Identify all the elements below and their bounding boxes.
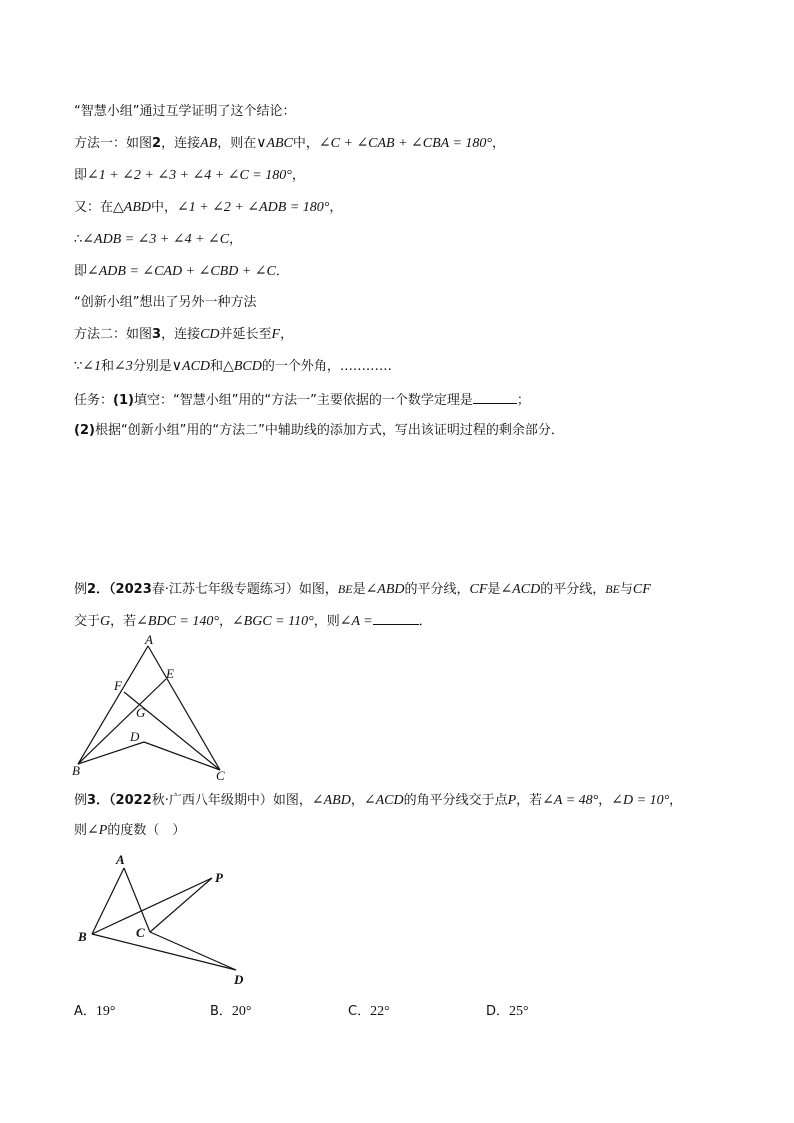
figure-number: 2: [152, 136, 162, 151]
item-number: (1): [113, 393, 134, 408]
text: ，则: [313, 614, 340, 629]
label-g: G: [136, 705, 146, 720]
text: 又：在: [74, 200, 114, 215]
proof-line-6: [74, 264, 289, 280]
text: 分别是: [132, 359, 172, 374]
math: F: [271, 327, 281, 342]
math: ∠ABD: [365, 582, 405, 597]
text: 方法一：如图: [74, 136, 153, 151]
text: ，连接: [161, 136, 201, 151]
label-a: A: [116, 852, 125, 867]
proof-line-5: [74, 232, 242, 248]
math: ∠3: [114, 359, 133, 374]
text: 即: [74, 264, 88, 279]
text: 任务：: [74, 393, 114, 408]
option-c[interactable]: [348, 1004, 390, 1020]
text: 是: [352, 582, 366, 597]
math: G: [100, 614, 111, 629]
text: 中，: [292, 136, 319, 151]
figure-number: 3: [152, 327, 162, 342]
text: ；: [516, 393, 530, 408]
example-2-line-2: [74, 612, 432, 630]
method-one-intro: [74, 104, 295, 120]
label-d: D: [130, 729, 140, 744]
text: ，连接: [161, 327, 201, 342]
example-3-line-2: [74, 823, 185, 839]
label-c: C: [136, 925, 145, 940]
text: ．: [418, 614, 432, 629]
option-letter: A．: [74, 1004, 96, 1019]
text: 例: [74, 582, 88, 597]
example-2-line-1: [74, 581, 651, 598]
text: ，: [329, 200, 343, 215]
text: 的平分线，: [404, 582, 470, 597]
text: 的一个外角，…………: [261, 359, 392, 374]
text: ．: [275, 264, 289, 279]
option-letter: C．: [348, 1004, 371, 1019]
math: ∠ACD: [500, 582, 541, 597]
option-letter: B．: [210, 1004, 232, 1019]
math: ∠ABD: [311, 793, 351, 808]
item-number: (2): [74, 423, 95, 438]
method-two-intro: [74, 295, 256, 311]
text: ，: [229, 232, 243, 247]
method-one-line: [74, 136, 505, 152]
segment-dc: [144, 742, 220, 770]
option-value: 25°: [509, 1004, 529, 1019]
text: 秋·广西八年级期中）如图，: [151, 793, 312, 808]
example-3-line-1: [74, 793, 682, 809]
text: ，若: [516, 793, 543, 808]
proof-line-4: [74, 200, 342, 216]
math: ∠A =: [339, 614, 373, 629]
math: △BCD: [223, 359, 262, 374]
math: CF: [469, 582, 488, 597]
segment-bd: [92, 934, 236, 970]
math: AB: [200, 136, 218, 151]
text: ，: [350, 793, 364, 808]
option-value: 19°: [95, 1004, 116, 1019]
task-1: [74, 391, 530, 409]
segment-ac: [124, 868, 150, 932]
text: 根据“创新小组”用的“方法二”中辅助线的添加方式，写出该证明过程的剩余部分．: [94, 423, 564, 438]
label-a: A: [145, 632, 153, 647]
text: ，则在: [217, 136, 257, 151]
math: ∠BGC = 110°: [231, 614, 314, 629]
math: ∠1: [82, 359, 102, 374]
text: 即: [74, 168, 88, 183]
math: BE: [337, 582, 353, 596]
text: ，: [291, 168, 305, 183]
text: 和: [101, 359, 115, 374]
bold-text: 2．（2023: [87, 582, 152, 597]
math: △ABD: [113, 200, 151, 215]
text: ，: [218, 614, 232, 629]
segment-ac: [148, 646, 220, 770]
text: 方法二：如图: [74, 327, 153, 342]
math: ∠BDC = 140°: [136, 614, 219, 629]
math: ∠1 + ∠2 + ∠3 + ∠4 + ∠C = 180°: [87, 168, 292, 183]
label-b: B: [72, 763, 80, 778]
label-b: B: [78, 929, 87, 944]
option-value: 22°: [370, 1004, 390, 1019]
math: ∠P: [87, 823, 108, 838]
math: BE: [605, 582, 620, 596]
method-two-line-2: [74, 359, 392, 375]
math: ∠C + ∠CAB + ∠CBA = 180°: [318, 136, 493, 151]
math: CD: [200, 327, 220, 342]
text: ，: [492, 136, 506, 151]
option-b[interactable]: [210, 1004, 252, 1020]
segment-ab: [92, 868, 124, 934]
text: 春·江苏七年级专题练习）如图，: [151, 582, 338, 597]
text: 的角平分线交于点: [403, 793, 508, 808]
bold-text: 3．（2022: [87, 793, 152, 808]
math: ∠D = 10°: [611, 793, 670, 808]
option-value: 20°: [231, 1004, 252, 1019]
example-2-figure: [64, 632, 244, 782]
segment-be: [78, 679, 166, 764]
label-f: F: [114, 678, 122, 693]
math: P: [507, 793, 517, 808]
text: 的度数（ ）: [107, 823, 186, 838]
label-c: C: [216, 768, 225, 782]
segment-bd: [78, 742, 144, 764]
text: ，: [669, 793, 683, 808]
segment-cp: [150, 878, 212, 932]
math: ∠ADB = ∠CAD + ∠CBD + ∠C: [87, 264, 276, 279]
text: 填空：“智慧小组”用的“方法一”主要依据的一个数学定理是: [133, 393, 473, 408]
answer-blank[interactable]: [373, 612, 419, 625]
math: ∨ACD: [171, 359, 211, 374]
text: 和: [210, 359, 224, 374]
segment-bp: [92, 878, 212, 934]
text: ，: [598, 793, 612, 808]
text: ，: [280, 327, 294, 342]
text: 与: [619, 582, 633, 597]
task-2: [74, 423, 564, 439]
text: “创新小组”想出了另外一种方法: [74, 295, 257, 310]
option-letter: D．: [486, 1004, 510, 1019]
math: ∠ACD: [363, 793, 404, 808]
text: 交于: [74, 614, 101, 629]
option-d[interactable]: [486, 1004, 529, 1020]
math: CF: [632, 582, 651, 597]
proof-line-3: [74, 168, 305, 184]
text: 的平分线，: [540, 582, 606, 597]
text: 则: [74, 823, 88, 838]
text: ∴: [74, 232, 83, 247]
example-3-figure: [70, 850, 260, 990]
math: ∨ABC: [256, 136, 293, 151]
math: ∠ADB = ∠3 + ∠4 + ∠C: [82, 232, 230, 247]
text: 是: [487, 582, 501, 597]
label-e: E: [166, 666, 174, 681]
label-d: D: [234, 972, 244, 987]
math: ∠1 + ∠2 + ∠ADB = 180°: [177, 200, 330, 215]
text: 例: [74, 793, 88, 808]
math: ∠A = 48°: [542, 793, 599, 808]
text: ，若: [110, 614, 137, 629]
text: 中，: [151, 200, 178, 215]
label-p: P: [215, 870, 223, 885]
text: “智慧小组”通过互学证明了这个结论：: [74, 104, 296, 119]
text: ∵: [74, 359, 83, 374]
answer-blank[interactable]: [473, 391, 517, 404]
option-a[interactable]: [74, 1004, 116, 1020]
method-two-line: [74, 327, 293, 343]
segment-cd: [150, 932, 236, 970]
text: 并延长至: [219, 327, 272, 342]
